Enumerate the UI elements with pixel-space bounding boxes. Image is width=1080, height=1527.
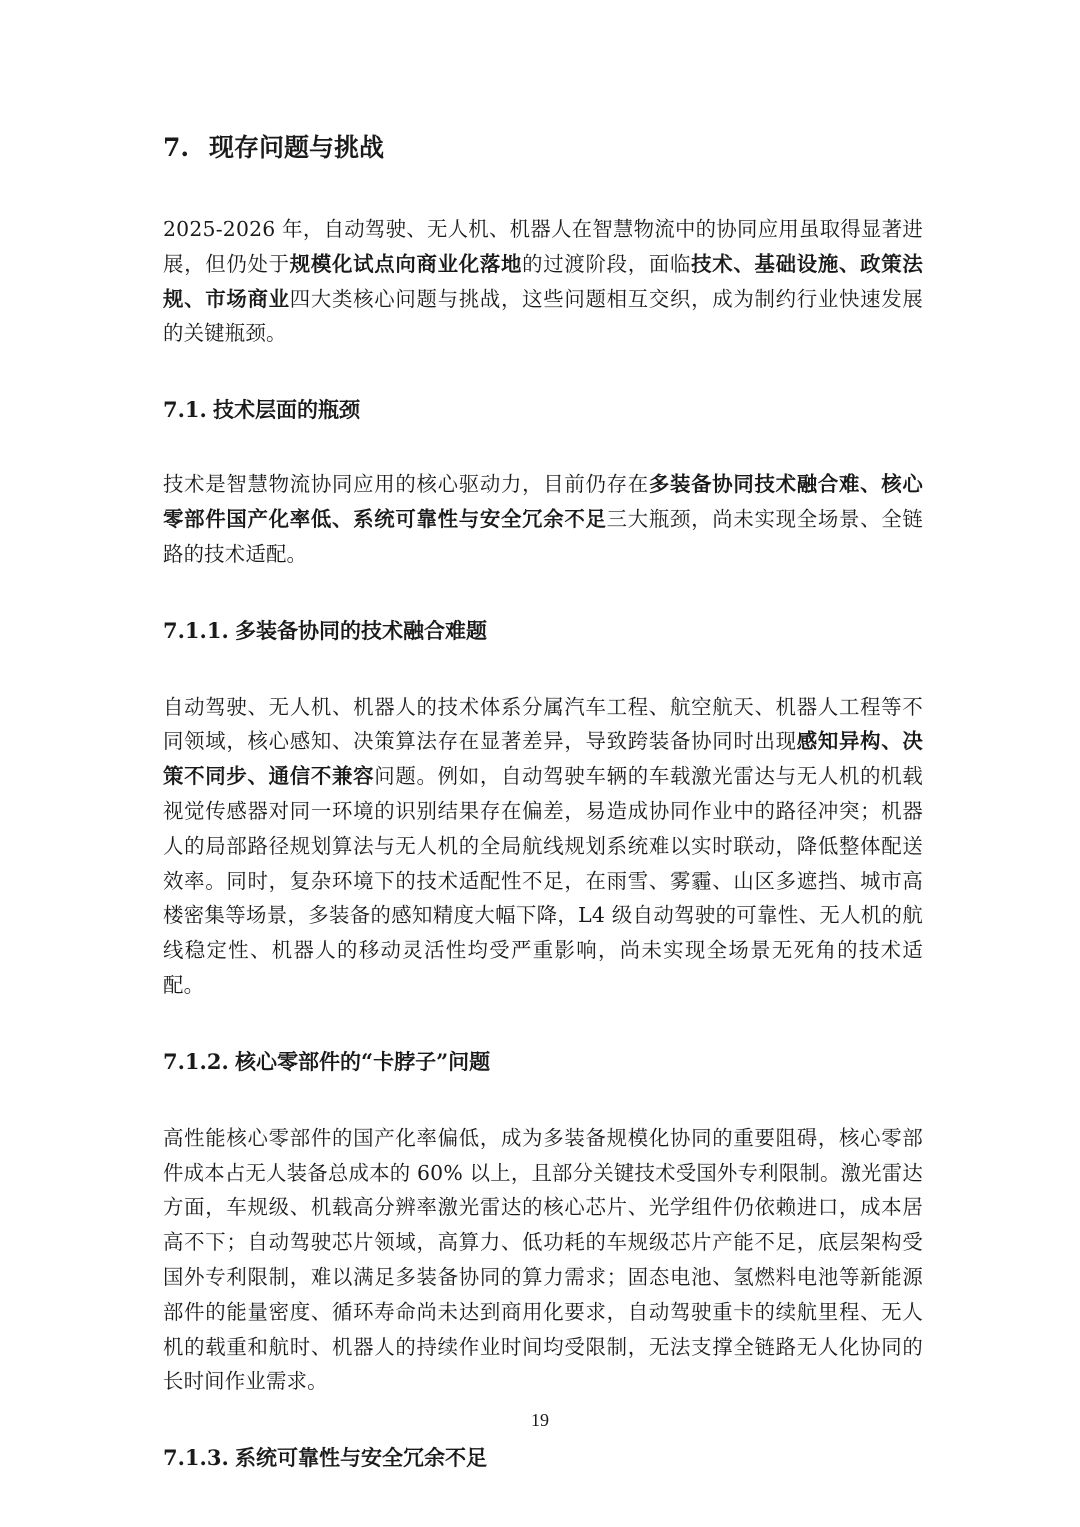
subsection-title: 系统可靠性与安全冗余不足	[235, 1445, 487, 1471]
section-title: 现存问题与挑战	[209, 133, 385, 162]
emphasis-run: 技术、基础设施、政策法规、市场商业	[163, 251, 924, 311]
subsection-title: 技术层面的瓶颈	[213, 397, 360, 423]
text-run: 的过渡阶段，面临	[522, 251, 692, 276]
text-run: 问题。例如，自动驾驶车辆的车载激光雷达与无人机的机载视觉传感器对同一环境的识别结果存在偏差，易造成协同作业中的路径冲突；机器人的局部路径规划算法与无人机的全局航线规划系统难以实时联动，降低整体配送效率。同时，复杂环境下的技术适配性不足，在雨雪、雾霾、山区多遮挡、城市高楼密集等场景，多装备的感知精度大幅下降，L4 级自动驾驶的可靠性、无人机的航线稳定性、机器人的移动灵活性均受严重影响，尚未实现全场景无死角的技术适配。	[163, 764, 924, 997]
subsection-7-1-2-paragraph	[163, 1121, 923, 1399]
text-run: 技术是智慧物流协同应用的核心驱动力，目前仍存在	[163, 472, 649, 497]
emphasis-run: 多装备协同技术融合难、核心零部件国产化率低、系统可靠性与安全冗余不足	[163, 472, 923, 531]
subsection-heading-7-1-2	[163, 1045, 923, 1079]
text-run: 四大类核心问题与挑战，这些问题相互交织，成为制约行业快速发展的关键瓶颈。	[163, 286, 924, 346]
text-run: 三大瓶颈，尚未实现全场景、全链路的技术适配。	[163, 506, 924, 566]
emphasis-run: 感知异构、决策不同步、通信不兼容	[163, 729, 924, 789]
subsection-heading-7-1-3	[163, 1441, 923, 1475]
subsection-number: 7.1.	[163, 397, 207, 423]
subsection-heading-7-1-1	[163, 614, 923, 648]
section-number: 7.	[163, 133, 190, 162]
section-heading	[163, 128, 923, 168]
subsection-number: 7.1.1.	[163, 617, 229, 643]
subsection-number: 7.1.3.	[163, 1445, 229, 1471]
emphasis-run: 规模化试点向商业化落地	[289, 251, 523, 276]
page-number: 19	[531, 1410, 549, 1430]
subsection-number: 7.1.2.	[163, 1048, 229, 1074]
text-run: 高性能核心零部件的国产化率偏低，成为多装备规模化协同的重要阻碍，核心零部件成本占无人装备总成本的 60% 以上，且部分关键技术受国外专利限制。激光雷达方面，车规级、机载高分辨率激光雷达的核心芯片、光学组件仍依赖进口，成本居高不下；自动驾驶芯片领域，高算力、低功耗的车规级芯片产能不足，底层架构受国外专利限制，难以满足多装备协同的算力需求；固态电池、氢燃料电池等新能源部件的能量密度、循环寿命尚未达到商用化要求，自动驾驶重卡的续航里程、无人机的载重和航时、机器人的持续作业时间均受限制，无法支撑全链路无人化协同的长时间作业需求。	[163, 1125, 923, 1394]
subsection-7-1-paragraph	[163, 467, 923, 571]
subsection-title: 核心零部件的“卡脖子”问题	[235, 1048, 491, 1074]
page-content	[163, 128, 923, 1517]
subsection-heading-7-1	[163, 393, 923, 427]
subsection-7-1-1-paragraph	[163, 690, 923, 1003]
text-run: 2025-2026 年，自动驾驶、无人机、机器人在智慧物流中的协同应用虽取得显著进展，但仍处于	[163, 217, 923, 276]
text-run: 自动驾驶、无人机、机器人的技术体系分属汽车工程、航空航天、机器人工程等不同领域，核心感知、决策算法存在显著差异，导致跨装备协同时出现	[163, 694, 923, 754]
subsection-title: 多装备协同的技术融合难题	[235, 617, 487, 643]
section-intro-paragraph	[163, 212, 923, 351]
